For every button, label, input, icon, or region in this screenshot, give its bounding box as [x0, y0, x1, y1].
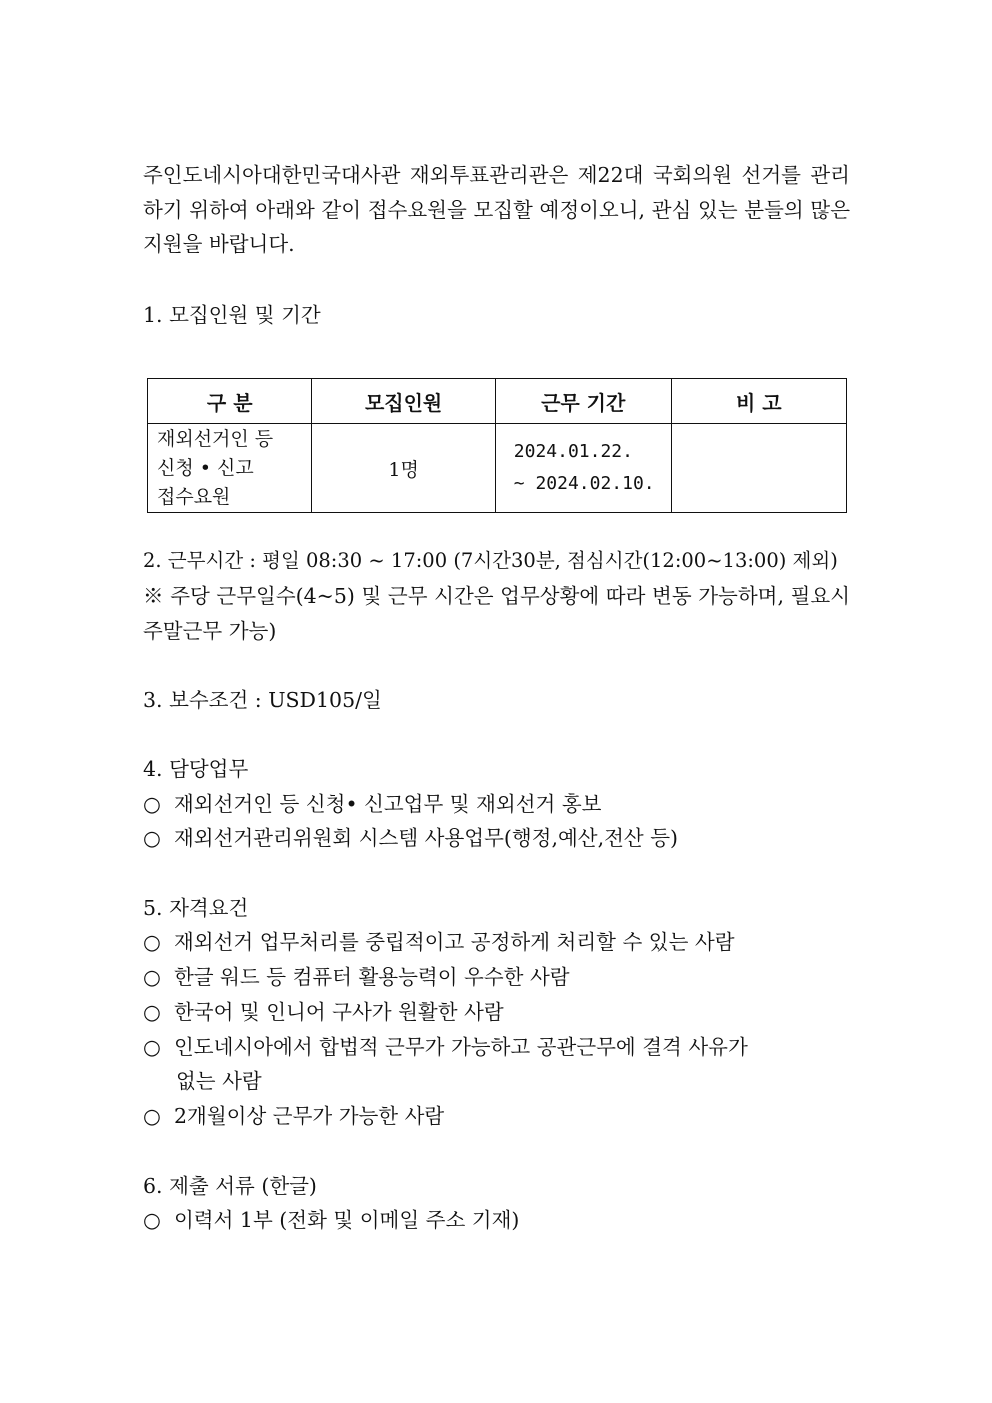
- list-item: [143, 1203, 850, 1238]
- list-item-text: 이력서 1부 (전화 및 이메일 주소 기재): [174, 1208, 520, 1232]
- list-item: [143, 1099, 850, 1134]
- circle-bullet-icon: ○: [143, 826, 161, 850]
- table-header-row: [148, 379, 847, 424]
- list-item-text: 2개월이상 근무가 가능한 사람: [174, 1104, 445, 1128]
- circle-bullet-icon: ○: [143, 1035, 161, 1059]
- count-cell: 1명: [312, 424, 495, 513]
- list-item-text: 한글 워드 등 컴퓨터 활용능력이 우수한 사람: [174, 965, 570, 989]
- section-2-heading: 2. 근무시간 : 평일 08:30 ~ 17:00 (7시간30분, 점심시간(12:00~13:00) 제외): [143, 549, 838, 572]
- period-end: ~ 2024.02.10.: [513, 473, 655, 494]
- list-item-text: 재외선거 업무처리를 중립적이고 공정하게 처리할 수 있는 사람: [174, 930, 735, 954]
- list-item-text: 한국어 및 인니어 구사가 원활한 사람: [174, 1000, 504, 1024]
- list-item: [143, 787, 850, 822]
- section-3-heading: 3. 보수조건 : USD105/일: [143, 688, 382, 712]
- section-1-heading: 1. 모집인원 및 기간: [143, 303, 321, 327]
- category-line: 재외선거인 등: [157, 427, 274, 450]
- circle-bullet-icon: ○: [143, 1104, 161, 1128]
- section-2-note: ※ 주당 근무일수(4~5) 및 근무 시간은 업무상황에 따라 변동 가능하며, 필요시 주말근무 가능): [143, 584, 850, 643]
- section-5-heading: 5. 자격요건: [143, 896, 249, 920]
- list-item-text: 인도네시아에서 합법적 근무가 가능하고 공관근무에 결격 사유가: [174, 1035, 748, 1059]
- list-item: [143, 995, 850, 1030]
- list-item: [143, 925, 850, 960]
- circle-bullet-icon: ○: [143, 965, 161, 989]
- category-line: 신청 • 신고: [157, 456, 254, 479]
- list-item-text: 재외선거인 등 신청• 신고업무 및 재외선거 홍보: [174, 792, 602, 816]
- list-item-continuation: 없는 사람: [176, 1069, 262, 1093]
- circle-bullet-icon: ○: [143, 1208, 161, 1232]
- table-header: 모집인원: [312, 379, 495, 424]
- section-6-heading: 6. 제출 서류 (한글): [143, 1174, 317, 1198]
- period-start: 2024.01.22.: [513, 441, 633, 462]
- category-line: 접수요원: [157, 485, 231, 508]
- list-item: [143, 821, 850, 856]
- list-item: [143, 960, 850, 995]
- note-cell: [671, 424, 846, 513]
- intro-paragraph: 주인도네시아대한민국대사관 재외투표관리관은 제22대 국회의원 선거를 관리하기 위하여 아래와 같이 접수요원을 모집할 예정이오니, 관심 있는 분들의 많은 지원을 바랍니다.: [143, 163, 850, 256]
- list-item-text: 재외선거관리위원회 시스템 사용업무(행정,예산,전산 등): [174, 826, 679, 850]
- section-4-heading: 4. 담당업무: [143, 757, 249, 781]
- table-header: 근무 기간: [495, 379, 671, 424]
- circle-bullet-icon: ○: [143, 1000, 161, 1024]
- list-item: [143, 1030, 850, 1065]
- recruitment-table: [147, 378, 847, 513]
- table-header: 구 분: [148, 379, 312, 424]
- circle-bullet-icon: ○: [143, 792, 161, 816]
- category-cell: [148, 424, 312, 513]
- period-cell: [495, 424, 671, 513]
- table-header: 비 고: [671, 379, 846, 424]
- circle-bullet-icon: ○: [143, 930, 161, 954]
- table-row: [148, 424, 847, 513]
